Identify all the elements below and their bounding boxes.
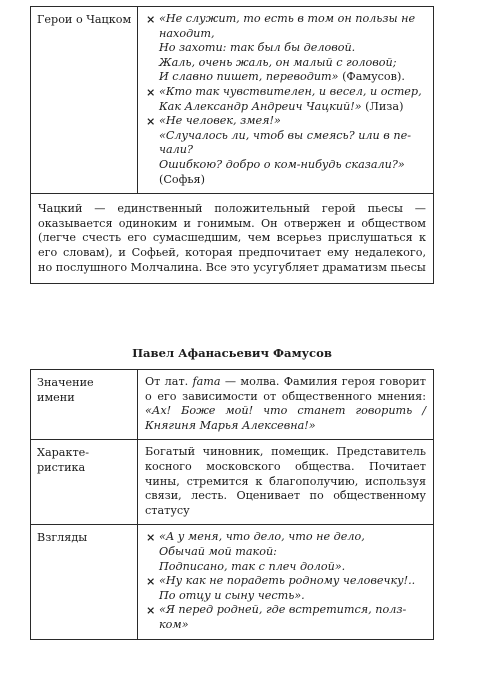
section-heading: Павел Афанасьевич Фамусов [132,346,332,360]
quotes-cell: × «Не служит, то есть в том он пользы не находит, Но захоти: так был бы деловой. Жаль, очень жаль, он малый с головой; И славно пишет, переводит» (Фамусов). × «Кто так чувствителен, и весел, и остер, Как Александр Андреич Чацкий!» (Лиза) × «Не человек, змея!» «Случалось ли, чтоб вы смеясь? или в пе- чали? Ошибкою? добро о ком-нибудь сказали?» (Софья) [138,7,434,194]
liza-quote: × «Кто так чувствителен, и весел, и остер, [145,85,426,100]
label-characteristic: Характеристика [31,440,138,525]
characters-on-chatsky-table [30,6,434,284]
views-quote: × «Я перед родней, где встретится, полз- [145,603,426,618]
label-heroes-about-chatsky: Герои о Чацком [31,7,138,194]
views-quote: × «А у меня, что дело, что не дело, [145,530,426,545]
characteristic-text: Богатый чиновник, помещик. Представитель косного московского общества. Почитает чины, стремится к благополучию, используя связи, лесть. Оценивает по общественному статусу [138,440,434,525]
quote-author: (Лиза) [365,99,404,113]
name-meaning-text: От лат. fama — молва. Фамилия героя говорит о его зависимости от общественного мнения: «Ах! Боже мой! что станет говорить / Княгиня Марья Алексевна!» [138,370,434,440]
chatsky-summary: Чацкий — единственный положительный герой пьесы — оказывается одиноким и гонимым. Он отвержен и обществом (легче счесть его сумасшедшим, чем всерьез прислушаться к его словам), и Софьей, которая предпочитает ему недалекого, но послушного Молчалина. Все это усугубляет драматизм пьесы [31,194,434,284]
views-quote: × «Ну как не порадеть родному человечку!.. [145,574,426,589]
famusov-table [30,369,434,640]
views-quotes-cell: × «А у меня, что дело, что не дело, Обычай мой такой: Подписано, так с плеч долой». × «Ну как не порадеть родному человечку!.. По отцу и сыну честь». × «Я перед родней, где встретится, полз- ком» [138,525,434,639]
famusov-quote: × «Не служит, то есть в том он пользы не [145,12,426,27]
label-views: Взгляды [31,525,138,639]
quote-author: (Софья) [159,172,205,186]
label-name-meaning: Значение имени [31,370,138,440]
quote-author: (Фамусов). [342,70,405,84]
sofya-quote: × «Не человек, змея!» [145,114,426,129]
